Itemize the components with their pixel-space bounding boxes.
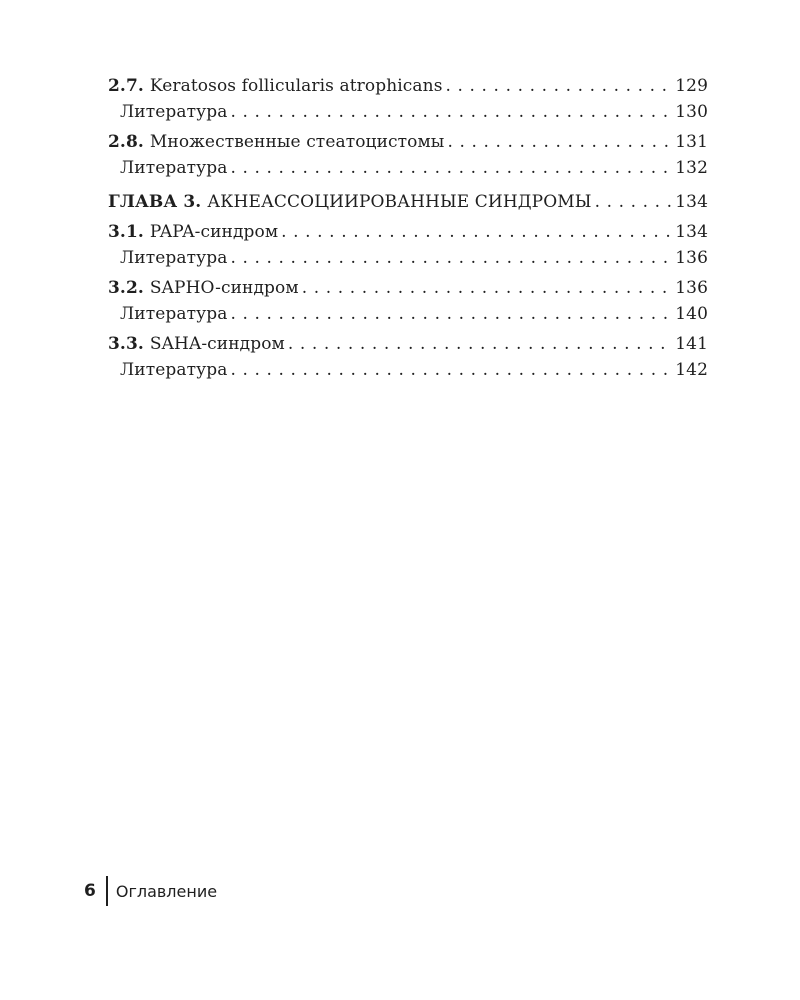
toc-entry-page: 134 <box>675 222 708 242</box>
running-header-title: Оглавление <box>115 881 218 901</box>
toc-entry-page: 141 <box>675 334 708 354</box>
toc-entry-title: Литература <box>120 304 228 324</box>
dot-leader <box>230 158 673 178</box>
toc-entry-literature <box>108 102 708 128</box>
toc-entry-page: 130 <box>675 102 708 122</box>
toc-entry-page: 140 <box>675 304 708 324</box>
toc-entry-3-2 <box>108 278 708 304</box>
toc-entry-page: 129 <box>675 76 708 96</box>
toc-chapter-title: АКНЕАССОЦИИРОВАННЫЕ СИНДРОМЫ <box>207 192 592 212</box>
dot-leader <box>595 192 674 212</box>
dot-leader <box>446 76 674 96</box>
toc-entry-page: 136 <box>675 278 708 298</box>
toc-entry-page: 134 <box>675 192 708 212</box>
toc-entry-number: 2.7. <box>108 76 144 96</box>
toc-entry-title: Литература <box>120 360 228 380</box>
toc-entry-title: SAHA-синдром <box>149 334 285 354</box>
toc-entry-number: 3.2. <box>108 278 144 298</box>
dot-leader <box>230 102 673 122</box>
footer-divider <box>106 876 108 906</box>
toc-entry-number: 3.3. <box>108 334 144 354</box>
toc-entry-title: PAPA-синдром <box>149 222 279 242</box>
toc-chapter-number: ГЛАВА 3. <box>108 192 202 212</box>
toc-entry-title: SAPHO-синдром <box>149 278 299 298</box>
toc-entry-3-1 <box>108 222 708 248</box>
toc-entry-page: 136 <box>675 248 708 268</box>
toc-entry-3-3 <box>108 334 708 360</box>
toc-entry-title: Keratosos follicularis atrophicans <box>149 76 443 96</box>
toc-entry-page: 142 <box>675 360 708 380</box>
dot-leader <box>230 304 673 324</box>
dot-leader <box>447 132 673 152</box>
toc-entry-literature <box>108 304 708 330</box>
dot-leader <box>230 248 673 268</box>
dot-leader <box>230 360 673 380</box>
table-of-contents <box>108 76 708 386</box>
toc-entry-number: 2.8. <box>108 132 144 152</box>
toc-entry-literature <box>108 158 708 184</box>
toc-entry-title: Литература <box>120 158 228 178</box>
toc-entry-2-8 <box>108 132 708 158</box>
toc-entry-page: 131 <box>675 132 708 152</box>
toc-entry-page: 132 <box>675 158 708 178</box>
dot-leader <box>302 278 674 298</box>
toc-entry-number: 3.1. <box>108 222 144 242</box>
page-footer <box>84 876 217 906</box>
toc-chapter-3 <box>108 192 708 218</box>
dot-leader <box>281 222 673 242</box>
toc-entry-2-7 <box>108 76 708 102</box>
toc-entry-title: Множественные стеатоцистомы <box>149 132 445 152</box>
toc-entry-title: Литература <box>120 102 228 122</box>
page-number: 6 <box>84 881 96 901</box>
dot-leader <box>288 334 673 354</box>
toc-entry-literature <box>108 248 708 274</box>
toc-entry-literature <box>108 360 708 386</box>
toc-entry-title: Литература <box>120 248 228 268</box>
